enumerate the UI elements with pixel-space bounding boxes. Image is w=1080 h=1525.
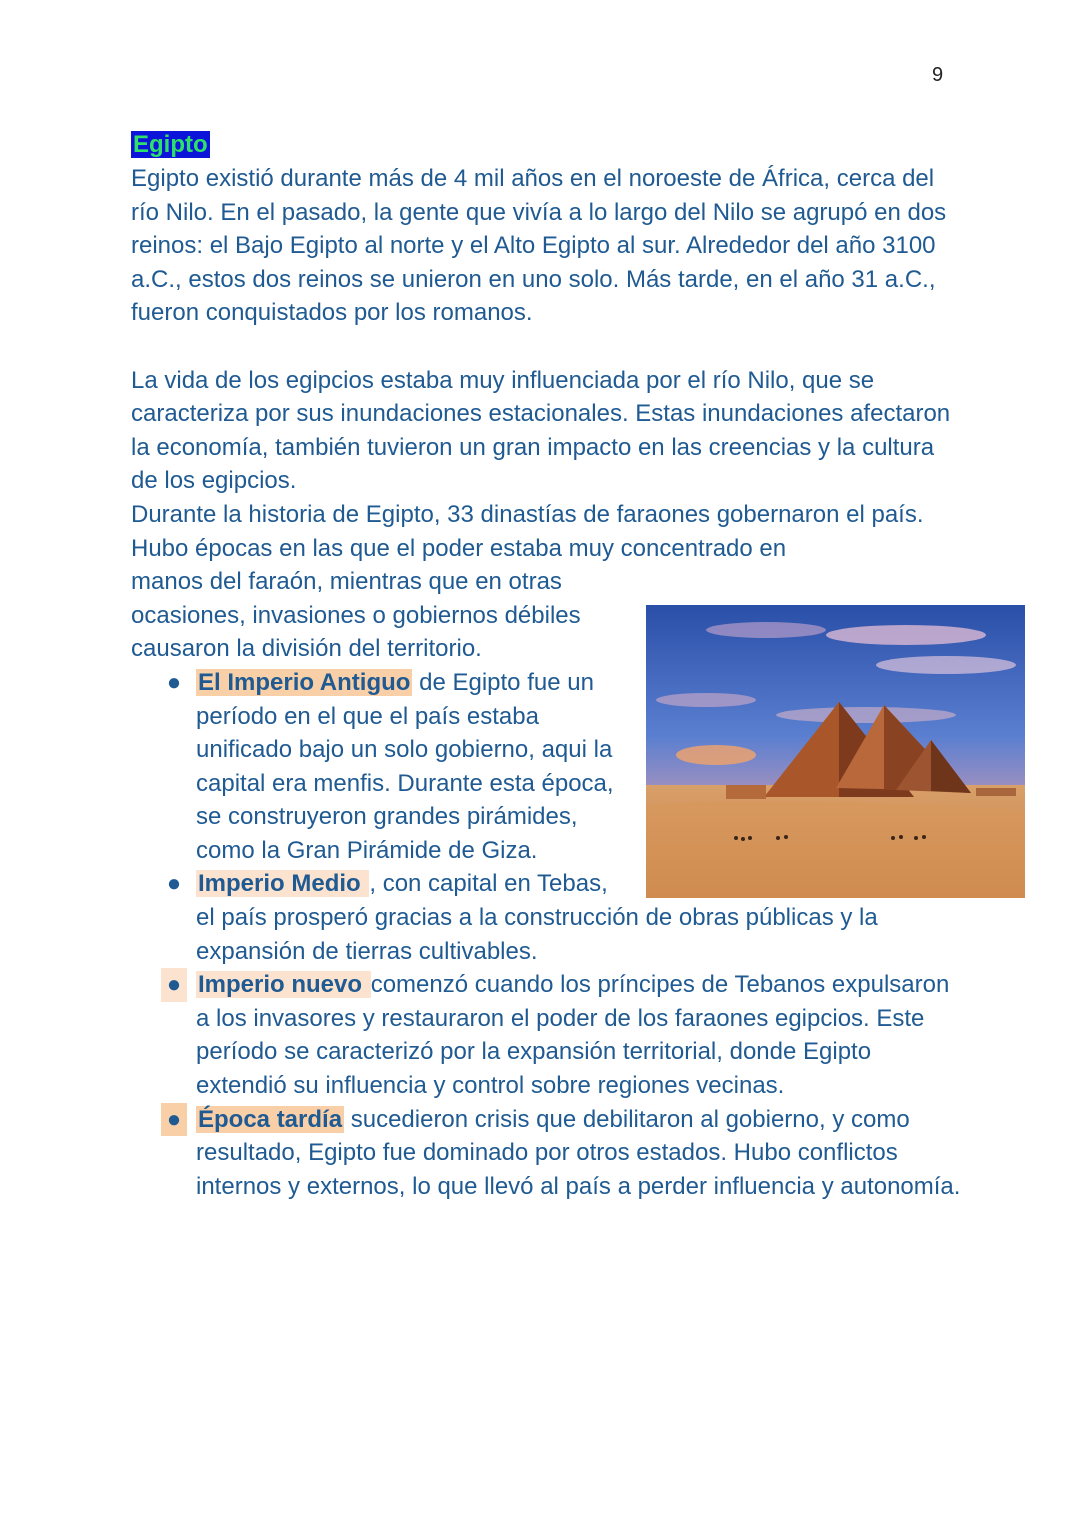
period-text: , con capital en Tebas, — [369, 870, 608, 898]
period-text: de Egipto fue un período en el que el país estaba unificado bajo un solo gobierno, aqui la capital era menfis. Durante esta época, se construyeron grandes pirámides, como la Gran Pirámide de Giza. — [196, 668, 614, 864]
dynasties-paragraph-cont: manos del faraón, mientras que en otras ocasiones, invasiones o gobiernos débiles causaron la división del territorio. — [131, 568, 581, 663]
bullet-icon: ● — [161, 1103, 187, 1137]
period-term: Imperio nuevo — [198, 971, 369, 999]
period-text: comenzó cuando los príncipes de Tebanos expulsaron a los invasores y restauraron el poder de los faraones egipcios. Este período se caracterizó por la expansión territorial, donde Egipto extendió su influencia y control sobre regiones vecinas. — [196, 971, 950, 1100]
nile-paragraph: La vida de los egipcios estaba muy influenciada por el río Nilo, que se caracteriza por sus inundaciones estacionales. Estas inundaciones afectaron la economía, también tuvieron un gran impacto en las creencias y la cultura de los egipcios. — [131, 366, 951, 495]
list-item — [131, 968, 961, 1102]
period-term: Imperio Medio — [198, 870, 368, 898]
section-title: Egipto — [133, 131, 208, 158]
page-number: 9 — [932, 64, 944, 86]
list-item — [131, 1103, 961, 1204]
pyramids-illustration — [646, 605, 1025, 898]
dynasties-paragraph: Durante la historia de Egipto, 33 dinastías de faraones gobernaron el país. Hubo épocas en las que el poder estaba muy concentrado en — [131, 500, 924, 562]
bullet-icon: ● — [166, 668, 182, 696]
bullet-icon: ● — [166, 870, 182, 898]
period-term: Época tardía — [198, 1105, 343, 1133]
period-text: sucedieron crisis que debilitaron al gobierno, y como resultado, Egipto fue dominado por otros estados. Hubo conflictos internos y externos, lo que llevó al país a perder influencia y autonomía. — [196, 1105, 961, 1200]
pyramids-image — [646, 605, 1025, 898]
period-term: El Imperio Antiguo — [198, 668, 411, 696]
bullet-icon: ● — [161, 968, 187, 1002]
period-text-cont: el país prosperó gracias a la construcción de obras públicas y la expansión de tierras cultivables. — [196, 904, 878, 965]
intro-paragraph: Egipto existió durante más de 4 mil años en el noroeste de África, cerca del río Nilo. En el pasado, la gente que vivía a lo largo del Nilo se agrupó en dos reinos: el Bajo Egipto al norte y el Alto Egipto al sur. Alrededor del año 3100 a.C., estos dos reinos se unieron en uno solo. Más tarde, en el año 31 a.C., fueron conquistados por los romanos. — [131, 165, 947, 327]
